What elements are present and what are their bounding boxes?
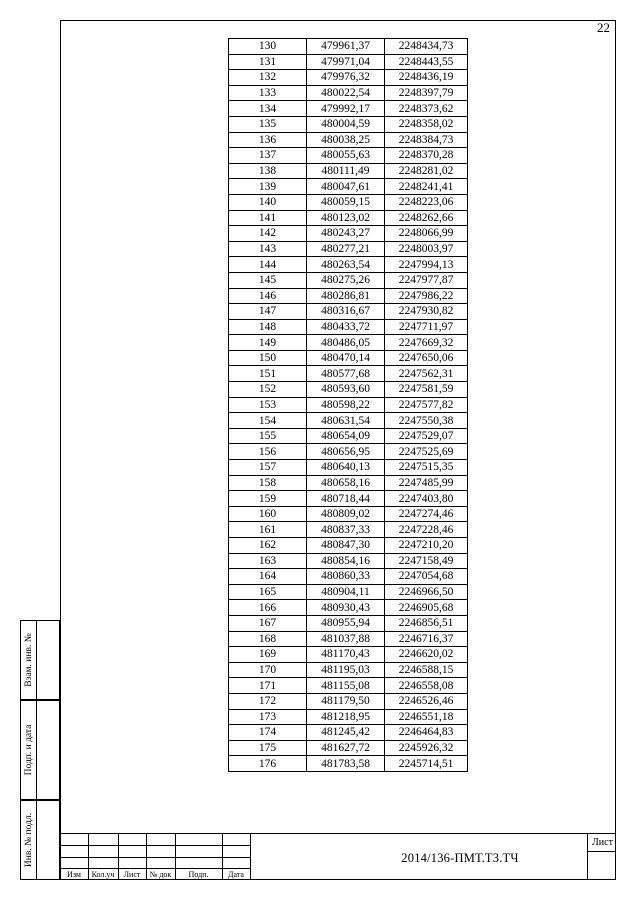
point-number-cell: 143 [229,241,307,257]
table-row [229,491,468,507]
table-row [229,413,468,429]
y-coordinate-cell: 2248358,02 [385,116,468,132]
point-number-cell: 169 [229,647,307,663]
point-number-cell: 140 [229,194,307,210]
point-number-cell: 145 [229,272,307,288]
point-number-cell: 144 [229,257,307,273]
y-coordinate-cell: 2248262,66 [385,210,468,226]
y-coordinate-cell: 2248281,02 [385,163,468,179]
table-row [229,132,468,148]
table-row [229,226,468,242]
table-row [229,39,468,55]
table-row [229,522,468,538]
point-number-cell: 147 [229,304,307,320]
point-number-cell: 136 [229,132,307,148]
table-row [229,382,468,398]
strip-vzam-label: Взам. инв. № [23,633,34,687]
x-coordinate-cell: 481195,03 [307,662,385,678]
table-row [229,288,468,304]
y-coordinate-cell: 2246856,51 [385,615,468,631]
x-coordinate-cell: 480123,02 [307,210,385,226]
x-coordinate-cell: 480640,13 [307,460,385,476]
strip-vzam-cell [20,620,60,700]
table-row [229,506,468,522]
x-coordinate-cell: 480263,54 [307,257,385,273]
y-coordinate-cell: 2246966,50 [385,584,468,600]
x-coordinate-cell: 480577,68 [307,366,385,382]
y-coordinate-cell: 2246551,18 [385,709,468,725]
table-row [229,709,468,725]
x-coordinate-cell: 479961,37 [307,39,385,55]
point-number-cell: 160 [229,506,307,522]
y-coordinate-cell: 2248241,41 [385,179,468,195]
table-row [229,148,468,164]
table-row [229,600,468,616]
x-coordinate-cell: 480593,60 [307,382,385,398]
table-row [229,241,468,257]
point-number-cell: 173 [229,709,307,725]
point-number-cell: 138 [229,163,307,179]
x-coordinate-cell: 480316,67 [307,304,385,320]
x-coordinate-cell: 481155,08 [307,678,385,694]
y-coordinate-cell: 2246464,83 [385,725,468,741]
y-coordinate-cell: 2247529,07 [385,428,468,444]
table-row [229,194,468,210]
x-coordinate-cell: 480286,81 [307,288,385,304]
table-row [229,397,468,413]
y-coordinate-cell: 2248066,99 [385,226,468,242]
table-row [229,475,468,491]
point-number-cell: 156 [229,444,307,460]
strip-podp-label-box [21,701,37,799]
y-coordinate-cell: 2247562,31 [385,366,468,382]
point-number-cell: 157 [229,460,307,476]
point-number-cell: 149 [229,335,307,351]
sheet-number: 22 [597,20,610,35]
document-code: 2014/136-ПМТ.Т3.ТЧ [401,851,519,865]
point-number-cell: 133 [229,85,307,101]
point-number-cell: 172 [229,693,307,709]
point-number-cell: 166 [229,600,307,616]
x-coordinate-cell: 480718,44 [307,491,385,507]
table-row [229,116,468,132]
x-coordinate-cell: 480277,21 [307,241,385,257]
x-coordinate-cell: 481783,58 [307,756,385,772]
table-row [229,210,468,226]
table-row [229,693,468,709]
y-coordinate-cell: 2247977,87 [385,272,468,288]
x-coordinate-cell: 480860,33 [307,569,385,585]
y-coordinate-cell: 2246526,46 [385,693,468,709]
table-row [229,631,468,647]
table-row [229,257,468,273]
point-number-cell: 137 [229,148,307,164]
point-number-cell: 152 [229,382,307,398]
y-coordinate-cell: 2247669,32 [385,335,468,351]
point-number-cell: 132 [229,70,307,86]
table-row [229,319,468,335]
point-number-cell: 167 [229,615,307,631]
table-row [229,553,468,569]
y-coordinate-cell: 2248003,97 [385,241,468,257]
strip-vzam-label-box [21,621,37,699]
point-number-cell: 142 [229,226,307,242]
y-coordinate-cell: 2248370,28 [385,148,468,164]
tb-col-izm: Изм [67,870,81,879]
x-coordinate-cell: 480598,22 [307,397,385,413]
point-number-cell: 134 [229,101,307,117]
point-number-cell: 158 [229,475,307,491]
point-number-cell: 163 [229,553,307,569]
y-coordinate-cell: 2248436,19 [385,70,468,86]
y-coordinate-cell: 2248384,73 [385,132,468,148]
point-number-cell: 161 [229,522,307,538]
x-coordinate-cell: 480631,54 [307,413,385,429]
tb-col-ndok: № док [149,870,172,879]
point-number-cell: 171 [229,678,307,694]
strip-podp-label: Подп. и дата [23,724,34,776]
table-row [229,725,468,741]
y-coordinate-cell: 2246588,15 [385,662,468,678]
tb-col-podp: Подп. [188,870,209,879]
title-block [60,833,616,880]
table-row [229,740,468,756]
table-row [229,85,468,101]
table-row [229,584,468,600]
table-row [229,101,468,117]
table-row [229,366,468,382]
table-row [229,538,468,554]
x-coordinate-cell: 481179,50 [307,693,385,709]
point-number-cell: 131 [229,54,307,70]
x-coordinate-cell: 480004,59 [307,116,385,132]
x-coordinate-cell: 481170,43 [307,647,385,663]
x-coordinate-cell: 480486,05 [307,335,385,351]
table-row [229,444,468,460]
y-coordinate-cell: 2248434,73 [385,39,468,55]
x-coordinate-cell: 480955,94 [307,615,385,631]
y-coordinate-cell: 2246905,68 [385,600,468,616]
y-coordinate-cell: 2248223,06 [385,194,468,210]
x-coordinate-cell: 479976,32 [307,70,385,86]
point-number-cell: 164 [229,569,307,585]
sheet-label: Лист [592,837,613,848]
table-row [229,615,468,631]
y-coordinate-cell: 2248443,55 [385,54,468,70]
y-coordinate-cell: 2246620,02 [385,647,468,663]
x-coordinate-cell: 480047,61 [307,179,385,195]
y-coordinate-cell: 2247515,35 [385,460,468,476]
point-number-cell: 153 [229,397,307,413]
y-coordinate-cell: 2247550,38 [385,413,468,429]
strip-inv-label: Инв. № подл. [23,812,34,868]
x-coordinate-cell: 480470,14 [307,350,385,366]
table-row [229,70,468,86]
x-coordinate-cell: 480658,16 [307,475,385,491]
y-coordinate-cell: 2246716,37 [385,631,468,647]
point-number-cell: 150 [229,350,307,366]
table-row [229,460,468,476]
point-number-cell: 135 [229,116,307,132]
x-coordinate-cell: 480930,43 [307,600,385,616]
point-number-cell: 130 [229,39,307,55]
table-row [229,304,468,320]
y-coordinate-cell: 2247711,97 [385,319,468,335]
point-number-cell: 170 [229,662,307,678]
table-row [229,54,468,70]
table-row [229,569,468,585]
tb-col-data: Дата [228,870,244,879]
table-row [229,350,468,366]
tb-col-list: Лист [123,870,141,879]
y-coordinate-cell: 2247485,99 [385,475,468,491]
x-coordinate-cell: 480654,09 [307,428,385,444]
y-coordinate-cell: 2247577,82 [385,397,468,413]
tb-col-div-6 [250,833,251,880]
table-row [229,163,468,179]
table-row [229,662,468,678]
point-number-cell: 162 [229,538,307,554]
point-number-cell: 141 [229,210,307,226]
y-coordinate-cell: 2245926,32 [385,740,468,756]
point-number-cell: 168 [229,631,307,647]
binding-strip [20,620,60,880]
table-row [229,179,468,195]
table-row [229,678,468,694]
x-coordinate-cell: 481037,88 [307,631,385,647]
y-coordinate-cell: 2247228,46 [385,522,468,538]
y-coordinate-cell: 2248397,79 [385,85,468,101]
table-row [229,335,468,351]
y-coordinate-cell: 2247525,69 [385,444,468,460]
x-coordinate-cell: 481627,72 [307,740,385,756]
point-number-cell: 139 [229,179,307,195]
x-coordinate-cell: 481245,42 [307,725,385,741]
x-coordinate-cell: 479992,17 [307,101,385,117]
x-coordinate-cell: 480854,16 [307,553,385,569]
x-coordinate-cell: 481218,95 [307,709,385,725]
strip-inv-cell [20,800,60,880]
y-coordinate-cell: 2247986,22 [385,288,468,304]
x-coordinate-cell: 480243,27 [307,226,385,242]
tb-col-kolvo: Кол.уч [91,870,115,879]
point-number-cell: 175 [229,740,307,756]
x-coordinate-cell: 480275,26 [307,272,385,288]
y-coordinate-cell: 2247054,68 [385,569,468,585]
x-coordinate-cell: 480055,63 [307,148,385,164]
point-number-cell: 146 [229,288,307,304]
y-coordinate-cell: 2248373,62 [385,101,468,117]
tb-top-line [60,833,616,834]
table-row [229,272,468,288]
y-coordinate-cell: 2247581,59 [385,382,468,398]
table-row [229,428,468,444]
x-coordinate-cell: 480847,30 [307,538,385,554]
x-coordinate-cell: 480904,11 [307,584,385,600]
point-number-cell: 165 [229,584,307,600]
y-coordinate-cell: 2245714,51 [385,756,468,772]
point-number-cell: 151 [229,366,307,382]
y-coordinate-cell: 2247210,20 [385,538,468,554]
x-coordinate-cell: 480059,15 [307,194,385,210]
point-number-cell: 159 [229,491,307,507]
strip-inv-label-box [21,801,37,879]
coordinates-table [228,38,468,772]
y-coordinate-cell: 2247994,13 [385,257,468,273]
x-coordinate-cell: 480433,72 [307,319,385,335]
point-number-cell: 174 [229,725,307,741]
table-row [229,756,468,772]
point-number-cell: 148 [229,319,307,335]
y-coordinate-cell: 2247274,46 [385,506,468,522]
x-coordinate-cell: 480038,25 [307,132,385,148]
point-number-cell: 155 [229,428,307,444]
x-coordinate-cell: 480837,33 [307,522,385,538]
y-coordinate-cell: 2247650,06 [385,350,468,366]
x-coordinate-cell: 479971,04 [307,54,385,70]
x-coordinate-cell: 480022,54 [307,85,385,101]
x-coordinate-cell: 480656,95 [307,444,385,460]
table-row [229,647,468,663]
y-coordinate-cell: 2247930,82 [385,304,468,320]
point-number-cell: 176 [229,756,307,772]
y-coordinate-cell: 2247403,80 [385,491,468,507]
y-coordinate-cell: 2246558,08 [385,678,468,694]
strip-podp-cell [20,700,60,800]
point-number-cell: 154 [229,413,307,429]
y-coordinate-cell: 2247158,49 [385,553,468,569]
x-coordinate-cell: 480809,02 [307,506,385,522]
x-coordinate-cell: 480111,49 [307,163,385,179]
